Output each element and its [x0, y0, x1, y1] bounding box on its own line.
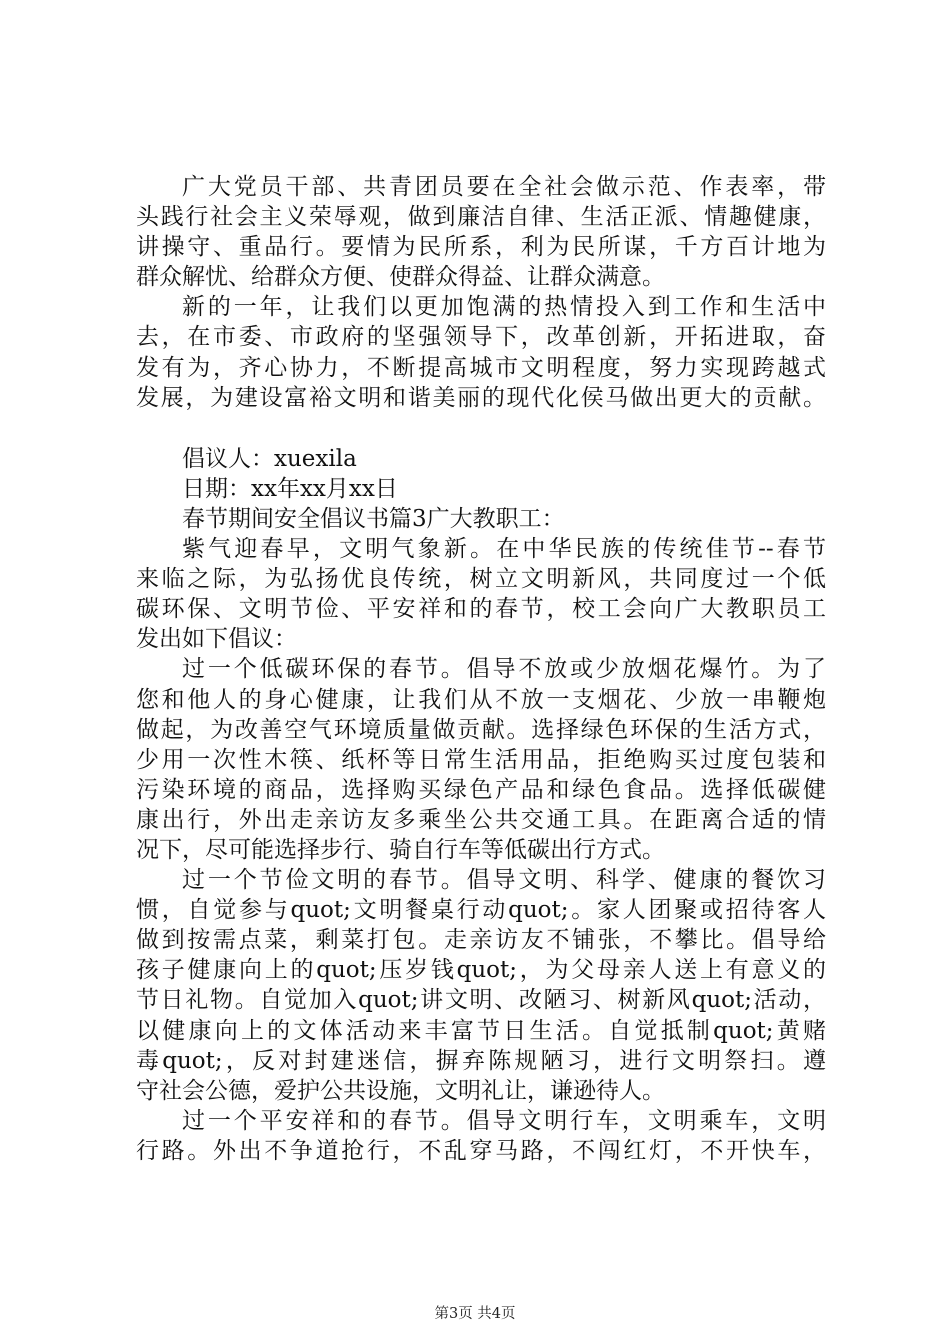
text-line: 发有为，齐心协力，不断提高城市文明程度，努力实现跨越式: [136, 354, 826, 381]
text-line: 以健康向上的文体活动来丰富节日生活。自觉抵制quot;黄赌: [136, 1017, 826, 1044]
text-line: 讲操守、重品行。要情为民所系，利为民所谋，千方百计地为: [136, 234, 826, 261]
text-line: 况下，尽可能选择步行、骑自行车等低碳出行方式。: [136, 836, 665, 863]
document-body: [136, 172, 826, 1166]
paragraph: [136, 865, 826, 1106]
text-line: 去，在市委、市政府的坚强领导下，改革创新，开拓进取，奋: [136, 324, 826, 351]
text-line: 群众解忧、给群众方便、使群众得益、让群众满意。: [136, 264, 665, 291]
text-line: 发展，为建设富裕文明和谐美丽的现代化侯马做出更大的贡献。: [136, 384, 826, 411]
text-line: 广大党员干部、共青团员要在全社会做示范、作表率，带: [182, 174, 826, 200]
text-line: 做到按需点菜，剩菜打包。走亲访友不铺张，不攀比。倡导给: [136, 927, 826, 954]
text-line: 污染环境的商品，选择购买绿色产品和绿色食品。选择低碳健: [136, 776, 826, 803]
text-line: 惯，自觉参与quot;文明餐桌行动quot;。家人团聚或招待客人: [136, 897, 826, 924]
text-line: 少用一次性木筷、纸杯等日常生活用品，拒绝购买过度包装和: [136, 746, 826, 773]
text-line: 过一个平安祥和的春节。倡导文明行车，文明乘车，文明: [182, 1107, 826, 1134]
text-line: 节日礼物。自觉加入quot;讲文明、改陋习、树新风quot;活动，: [136, 987, 826, 1014]
text-line: 毒quot;，反对封建迷信，摒弃陈规陋习，进行文明祭扫。遵: [136, 1047, 826, 1074]
text-line: 紫气迎春早，文明气象新。在中华民族的传统佳节--春节: [182, 536, 826, 563]
text-line: 新的一年，让我们以更加饱满的热情投入到工作和生活中: [182, 294, 826, 321]
text-line: 发出如下倡议：: [136, 626, 297, 653]
text-line: 行路。外出不争道抢行，不乱穿马路，不闯红灯，不开快车，: [136, 1137, 826, 1164]
paragraph-gap: [136, 413, 826, 444]
signer-line: 倡议人：xuexila: [182, 445, 357, 472]
paragraph: [136, 534, 826, 654]
text-line: 过一个节俭文明的春节。倡导文明、科学、健康的餐饮习: [182, 867, 826, 894]
text-line: 做起，为改善空气环境质量做贡献。选择绿色环保的生活方式，: [136, 716, 826, 743]
section-title: 春节期间安全倡议书篇3广大教职工：: [182, 505, 565, 532]
text-line: 您和他人的身心健康，让我们从不放一支烟花、少放一串鞭炮: [136, 686, 826, 713]
paragraph: [136, 172, 826, 292]
paragraph: [136, 1106, 826, 1166]
date-line: 日期：xx年xx月xx日: [182, 475, 398, 502]
text-line: 过一个低碳环保的春节。倡导不放或少放烟花爆竹。为了: [182, 656, 826, 683]
text-line: 孩子健康向上的quot;压岁钱quot;，为父母亲人送上有意义的: [136, 957, 826, 984]
paragraph: [136, 654, 826, 865]
text-line: 守社会公德，爱护公共设施，文明礼让，谦逊待人。: [136, 1077, 665, 1104]
text-line: 来临之际，为弘扬优良传统，树立文明新风，共同度过一个低: [136, 566, 826, 593]
page-footer: 第3页 共4页: [434, 1306, 516, 1322]
text-line: 头践行社会主义荣辱观，做到廉洁自律、生活正派、情趣健康，: [136, 204, 826, 231]
text-line: 康出行，外出走亲访友多乘坐公共交通工具。在距离合适的情: [136, 806, 826, 833]
text-line: 碳环保、文明节俭、平安祥和的春节，校工会向广大教职员工: [136, 596, 826, 623]
paragraph: [136, 292, 826, 412]
